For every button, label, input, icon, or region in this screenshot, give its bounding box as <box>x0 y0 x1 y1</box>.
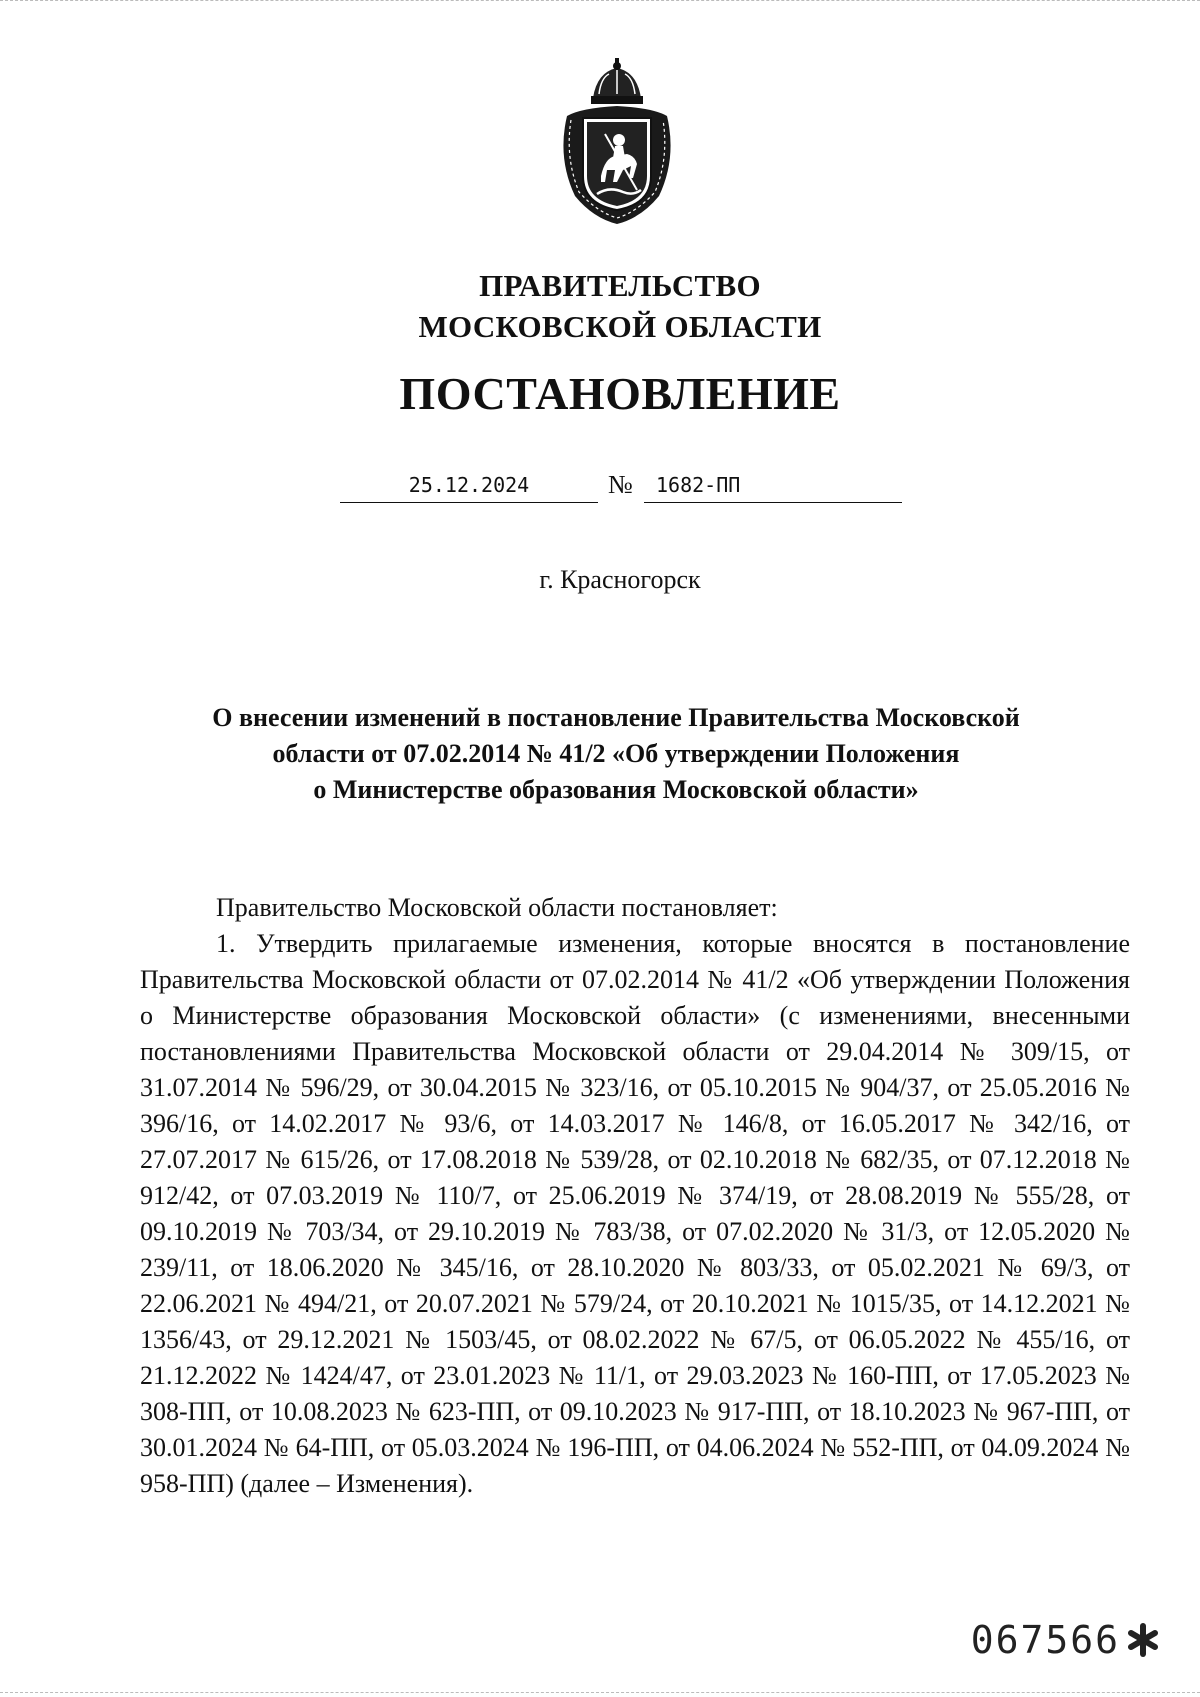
government-line-2: МОСКОВСКОЙ ОБЛАСТИ <box>418 309 822 344</box>
top-divider <box>0 0 1200 2</box>
city-name: г. Красногорск <box>539 565 701 594</box>
number-sign: № <box>608 470 633 499</box>
decree-body <box>140 890 1130 1502</box>
government-line-1: ПРАВИТЕЛЬСТВО <box>479 268 761 303</box>
decree-title: ПОСТАНОВЛЕНИЕ <box>399 368 841 419</box>
decree-number: 1682-ПП <box>656 473 741 497</box>
decree-date: 25.12.2024 <box>340 470 598 503</box>
registration-line <box>340 470 902 504</box>
bottom-divider <box>0 1692 1200 1694</box>
decree-subject <box>140 700 1092 808</box>
serial-stamp <box>971 1618 1160 1662</box>
asterisk-icon <box>1126 1623 1160 1657</box>
moscow-oblast-coat-of-arms-icon <box>553 58 681 226</box>
serial-number: 067566 <box>970 1618 1120 1662</box>
subject-line-1: О внесении изменений в постановление Правительства Московской <box>212 703 1020 732</box>
decree-number-field <box>644 470 902 503</box>
preamble-paragraph: Правительство Московской области постановляет: <box>216 893 778 922</box>
subject-line-2: области от 07.02.2014 № 41/2 «Об утверждении Положения <box>272 739 960 768</box>
subject-line-3: о Министерстве образования Московской области» <box>313 775 919 804</box>
item-1-paragraph: 1. Утвердить прилагаемые изменения, которые вносятся в постановление Правительства Московской области от 07.02.2014 № 41/2 «Об утверждении Положения о Министерстве образования Московской области» (с изменениями, внесенными постановлениями Правительства Московской области от 29.04.2014 № 309/15, от 31.07.2014 № 596/29, от 30.04.2015 № 323/16, от 05.10.2015 № 904/37, от 25.05.2016 № 396/16, от 14.02.2017 № 93/6, от 14.03.2017 № 146/8, от 16.05.2017 № 342/16, от 27.07.2017 № 615/26, от 17.08.2018 № 539/28, от 02.10.2018 № 682/35, от 07.12.2018 № 912/42, от 07.03.2019 № 110/7, от 25.06.2019 № 374/19, от 28.08.2019 № 555/28, от 09.10.2019 № 703/34, от 29.10.2019 № 783/38, от 07.02.2020 № 31/3, от 12.05.2020 № 239/11, от 18.06.2020 № 345/16, от 28.10.2020 № 803/33, от 05.02.2021 № 69/3, от 22.06.2021 № 494/21, от 20.07.2021 № 579/24, от 20.10.2021 № 1015/35, от 14.12.2021 № 1356/43, от 29.12.2021 № 1503/45, от 08.02.2022 № 67/5, от 06.05.2022 № 455/16, от 21.12.2022 № 1424/47, от 23.01.2023 № 11/1, от 29.03.2023 № 160-ПП, от 17.05.2023 № 308-ПП, от 10.08.2023 № 623-ПП, от 09.10.2023 № 917-ПП, от 18.10.2023 № 967-ПП, от 30.01.2024 № 64-ПП, от 05.03.2024 № 196-ПП, от 04.06.2024 № 552-ПП, от 04.09.2024 № 958-ПП) (далее – Изменения). <box>140 929 1130 1498</box>
government-name <box>300 265 940 347</box>
